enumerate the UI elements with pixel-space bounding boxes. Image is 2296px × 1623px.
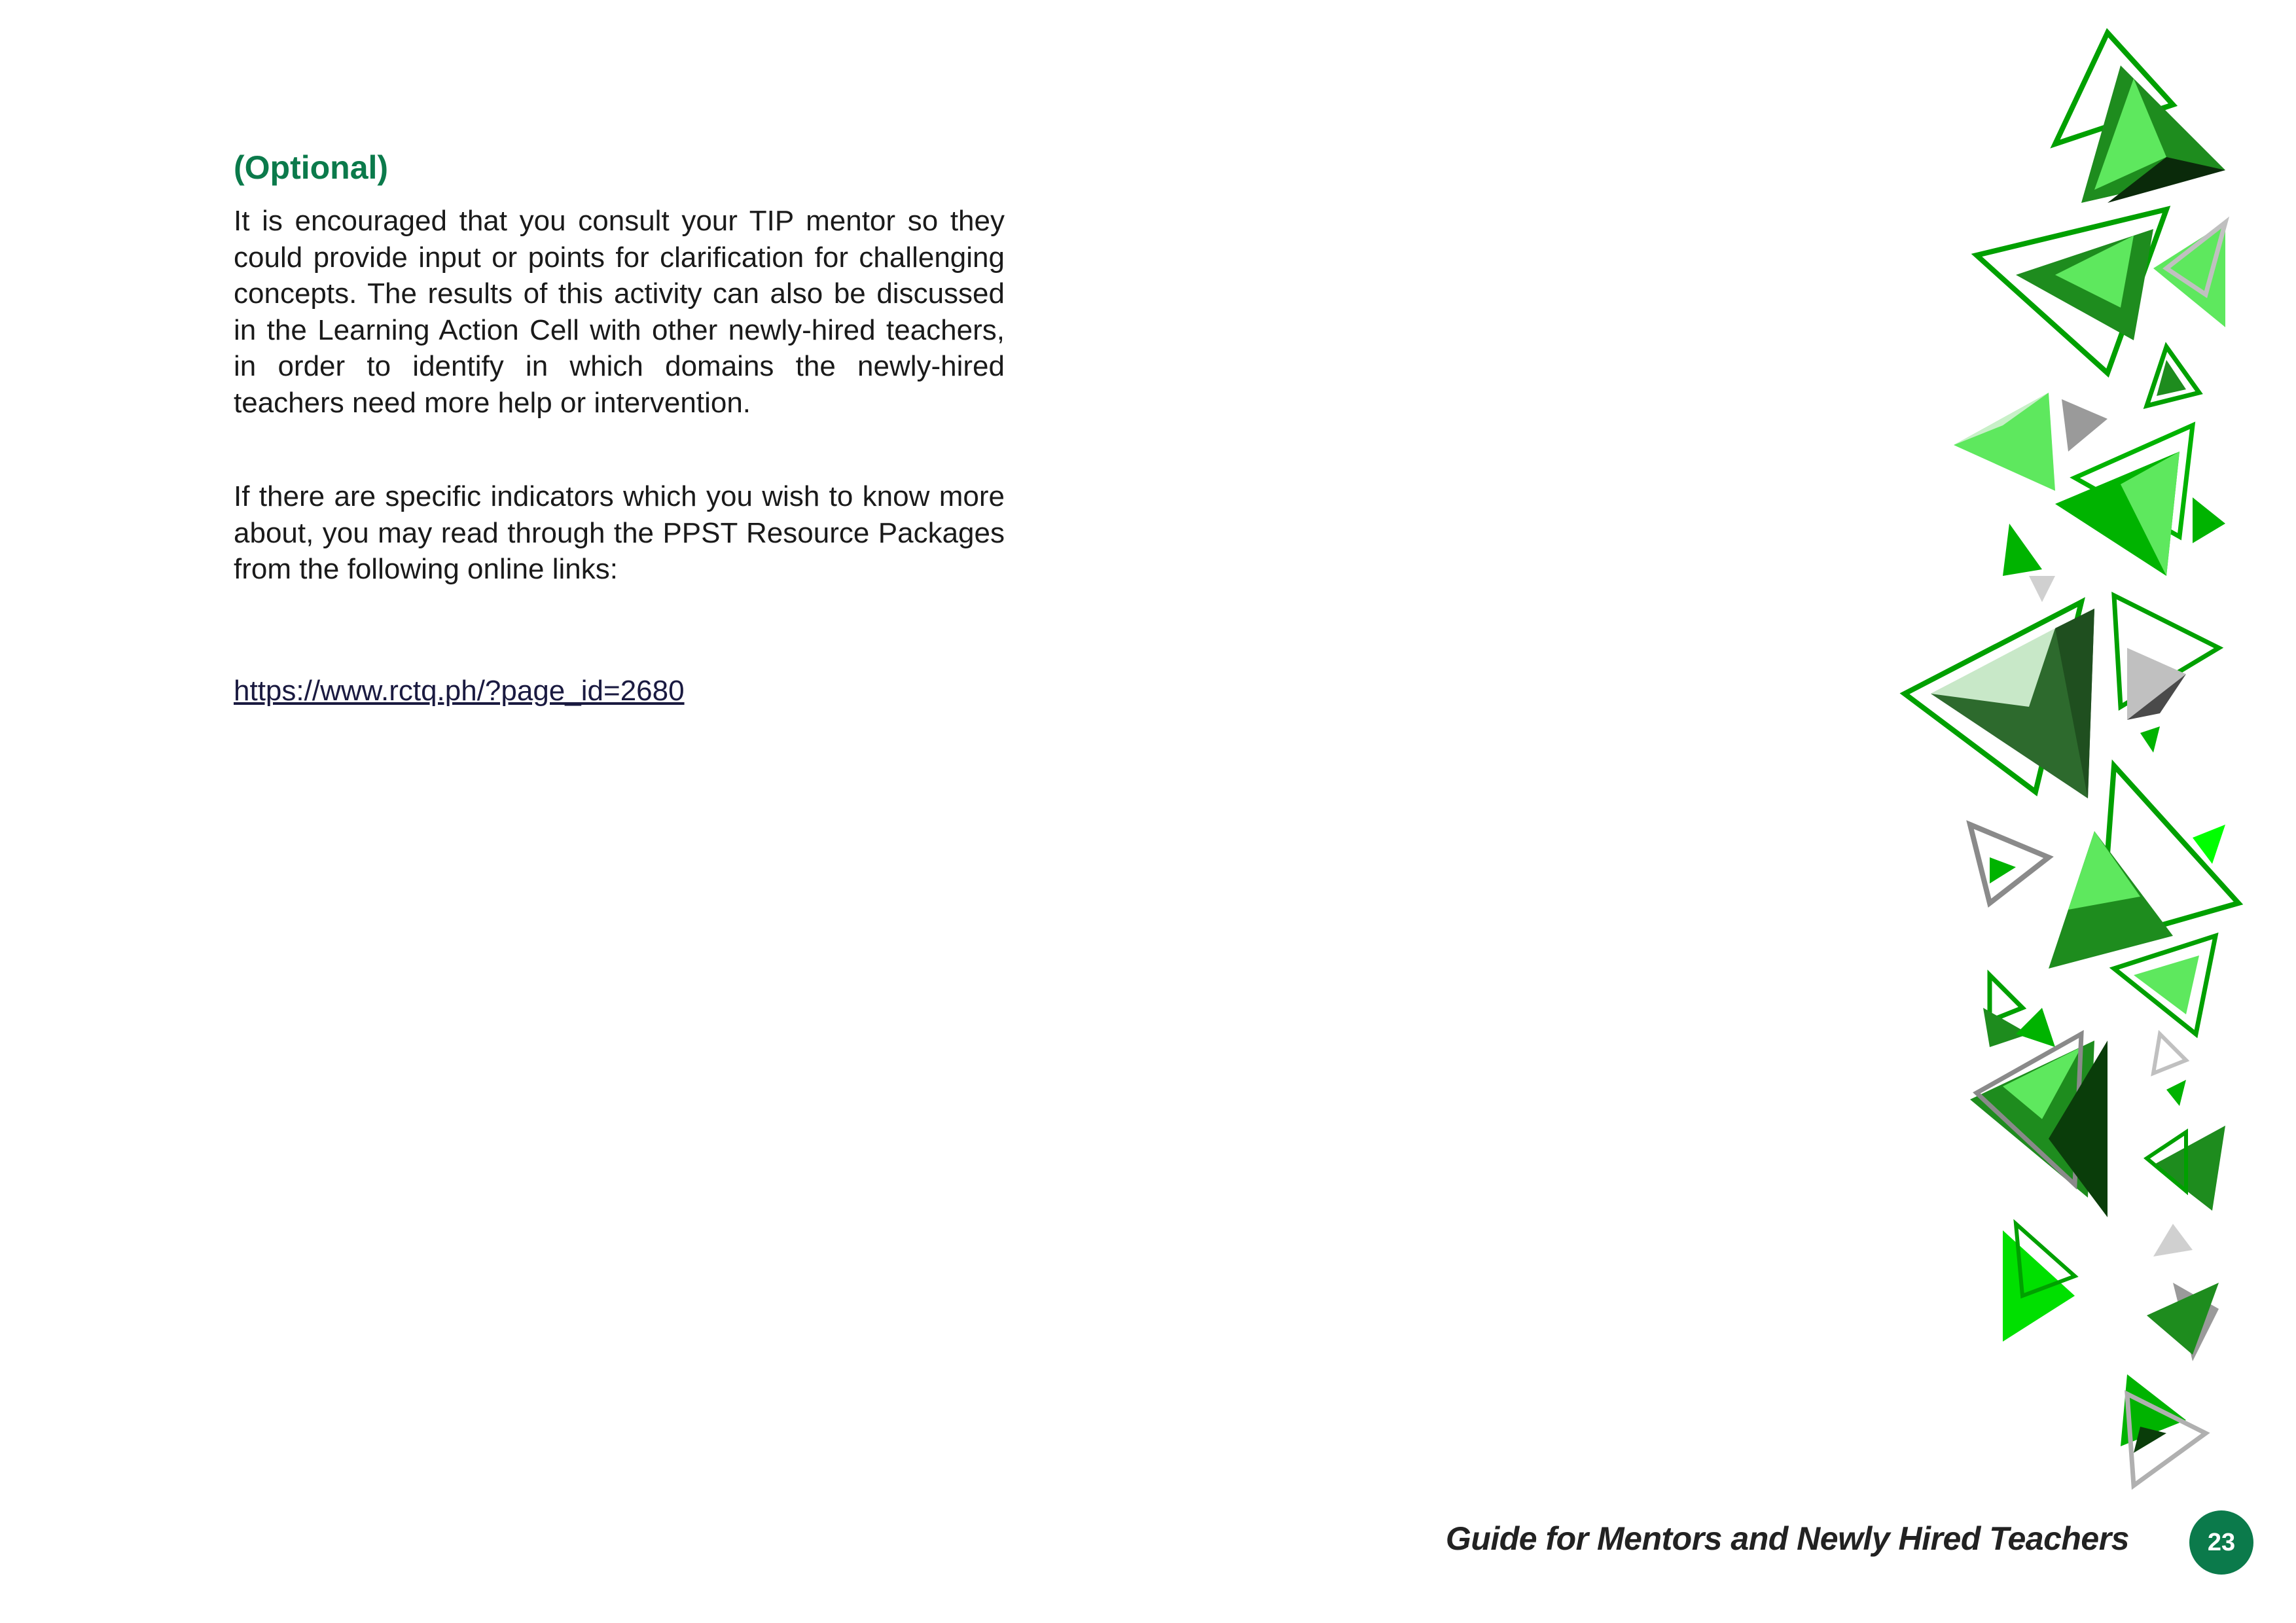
triangle-shape xyxy=(2153,1126,2225,1211)
triangle-shape xyxy=(2166,1080,2186,1106)
triangle-shape xyxy=(2153,1034,2186,1073)
triangle-shape xyxy=(2068,831,2140,910)
main-content xyxy=(234,145,1005,709)
section-heading: (Optional) xyxy=(234,149,389,186)
paragraph-intro: It is encouraged that you consult your TIP mentor so they could provide input or points for clarification for challenging concepts. The results of this activity can also be discussed in the Learning Action Cell with other newly-hired teachers, in order to identify in which domains the newly-hired teachers need more help or intervention. xyxy=(234,205,1005,419)
triangle-shape xyxy=(2003,1230,2075,1342)
triangle-shape xyxy=(2193,497,2225,543)
page-number-badge: 23 xyxy=(2189,1510,2253,1575)
triangle-shape xyxy=(2153,223,2225,327)
triangle-shape xyxy=(2016,1008,2055,1047)
footer-title: Guide for Mentors and Newly Hired Teachers xyxy=(1445,1520,2129,1557)
paragraph-resources: If there are specific indicators which you wish to know more about, you may read through the PPST Resource Packages from the following online links: xyxy=(234,480,1005,585)
triangle-shape xyxy=(1990,975,2022,1021)
triangle-shape xyxy=(2029,576,2055,602)
triangle-shape xyxy=(2062,399,2108,452)
triangle-shape xyxy=(2140,726,2160,753)
decorative-triangles xyxy=(1859,26,2265,1512)
triangle-shape xyxy=(2134,955,2199,1014)
triangle-shape xyxy=(1970,825,2049,903)
resource-link[interactable]: https://www.rctq.ph/?page_id=2680 xyxy=(234,674,685,707)
triangle-shape xyxy=(2003,524,2042,576)
triangle-shape xyxy=(1990,857,2016,883)
triangle-shape xyxy=(1954,393,2055,491)
triangle-shape xyxy=(2153,1224,2193,1257)
